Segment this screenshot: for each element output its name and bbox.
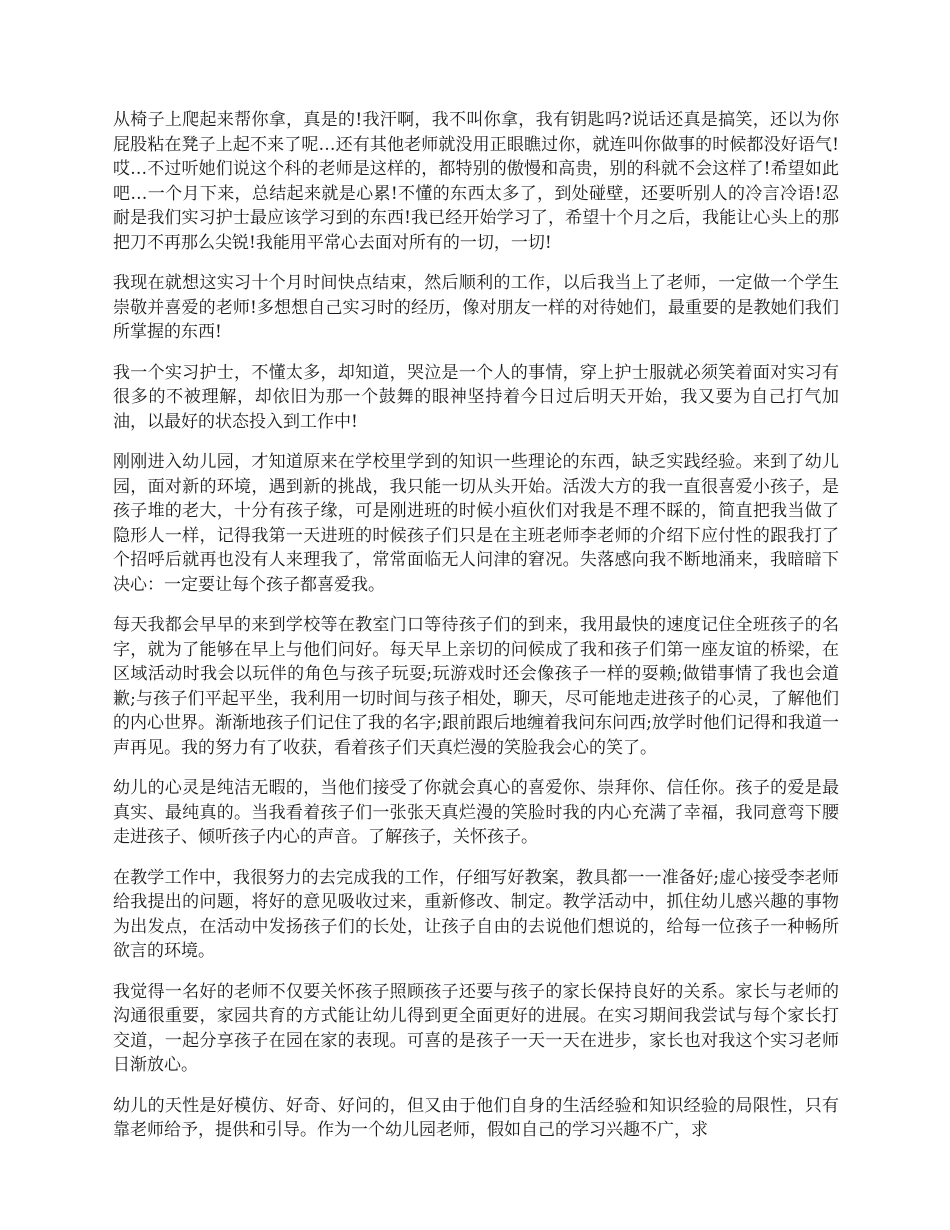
paragraph: 幼儿的心灵是纯洁无暇的，当他们接受了你就会真心的喜爱你、崇拜你、信任你。孩子的爱是最真实、最纯真的。当我看着孩子们一张张天真烂漫的笑脸时我的内心充满了幸福，我同意弯下腰走进孩子、倾听孩子内心的声音。了解孩子，关怀孩子。 (113, 778, 839, 847)
paragraph: 幼儿的天性是好模仿、好奇、好问的，但又由于他们自身的生活经验和知识经验的局限性，只有靠老师给予，提供和引导。作为一个幼儿园老师，假如自己的学习兴趣不广，求 (113, 1095, 839, 1140)
paragraph: 在教学工作中，我很努力的去完成我的工作，仔细写好教案，教具都一一准备好;虚心接受李老师给我提出的问题，将好的意见吸收过来，重新修改、制定。教学活动中，抓住幼儿感兴趣的事物为出发点，在活动中发扬孩子们的长处，让孩子自由的去说他们想说的，给每一位孩子一种畅所欲言的环境。 (113, 867, 839, 961)
paragraph: 刚刚进入幼儿园，才知道原来在学校里学到的知识一些理论的东西，缺乏实践经验。来到了幼儿园，面对新的环境，遇到新的挑战，我只能一切从头开始。活泼大方的我一直很喜爱小孩子，是孩子堆的老大，十分有孩子缘，可是刚进班的时候小疸伙们对我是不理不睬的，简直把我当做了隐形人一样，记得我第一天进班的时候孩子们只是在主班老师李老师的介绍下应付性的跟我打了个招呼后就再也没有人来理我了，常常面临无人问津的窘况。失落感向我不断地涌来，我暗暗下决心：一定要让每个孩子都喜爱我。 (113, 452, 839, 595)
paragraph: 我觉得一名好的老师不仅要关怀孩子照顾孩子还要与孩子的家长保持良好的关系。家长与老师的沟通很重要，家园共育的方式能让幼儿得到更全面更好的进展。在实习期间我尝试与每个家长打交道，一起分享孩子在园在家的表现。可喜的是孩子一天一天在进步，家长也对我这个实习老师日渐放心。 (113, 981, 839, 1075)
paragraph: 我一个实习护士，不懂太多，却知道，哭泣是一个人的事情，穿上护士服就必须笑着面对实习有很多的不被理解，却依旧为那一个鼓舞的眼神坚持着今日过后明天开始，我又要为自己打气加油，以最好的状态投入到工作中! (113, 362, 839, 432)
paragraph: 每天我都会早早的来到学校等在教室门口等待孩子们的到来，我用最快的速度记住全班孩子的名字，就为了能够在早上与他们问好。每天早上亲切的问候成了我和孩子们第一座友谊的桥梁，在区域活动时我会以玩伴的角色与孩子玩耍;玩游戏时还会像孩子一样的耍赖;做错事情了我也会道歉;与孩子们平起平坐，我利用一切时间与孩子相处，聊天，尽可能地走进孩子的心灵，了解他们的内心世界。渐渐地孩子们记住了我的名字;跟前跟后地缠着我问东问西;放学时他们记得和我道一声再见。我的努力有了收获，看着孩子们天真烂漫的笑脸我会心的笑了。 (113, 615, 839, 758)
paragraph: 我现在就想这实习十个月时间快点结束，然后顺利的工作，以后我当上了老师，一定做一个学生崇敬并喜爱的老师!多想想自己实习时的经历，像对朋友一样的对待她们，最重要的是教她们我们所掌握的东西! (113, 273, 839, 342)
paragraph: 从椅子上爬起来帮你拿，真是的!我汗啊，我不叫你拿，我有钥匙吗?说话还真是搞笑，还以为你屁股粘在凳子上起不来了呢…还有其他老师就没用正眼瞧过你，就连叫你做事的时候都没好语气!哎…不过听她们说这个科的老师是这样的，都特别的傲慢和高贵，别的科就不会这样了!希望如此吧…一个月下来，总结起来就是心累!不懂的东西太多了，到处碰壁，还要听别人的冷言冷语!忍耐是我们实习护士最应该学习到的东西!我已经开始学习了，希望十个月之后，我能让心头上的那把刀不再那么尖锐!我能用平常心去面对所有的一切，一切! (113, 110, 839, 253)
document-body (113, 108, 839, 1159)
